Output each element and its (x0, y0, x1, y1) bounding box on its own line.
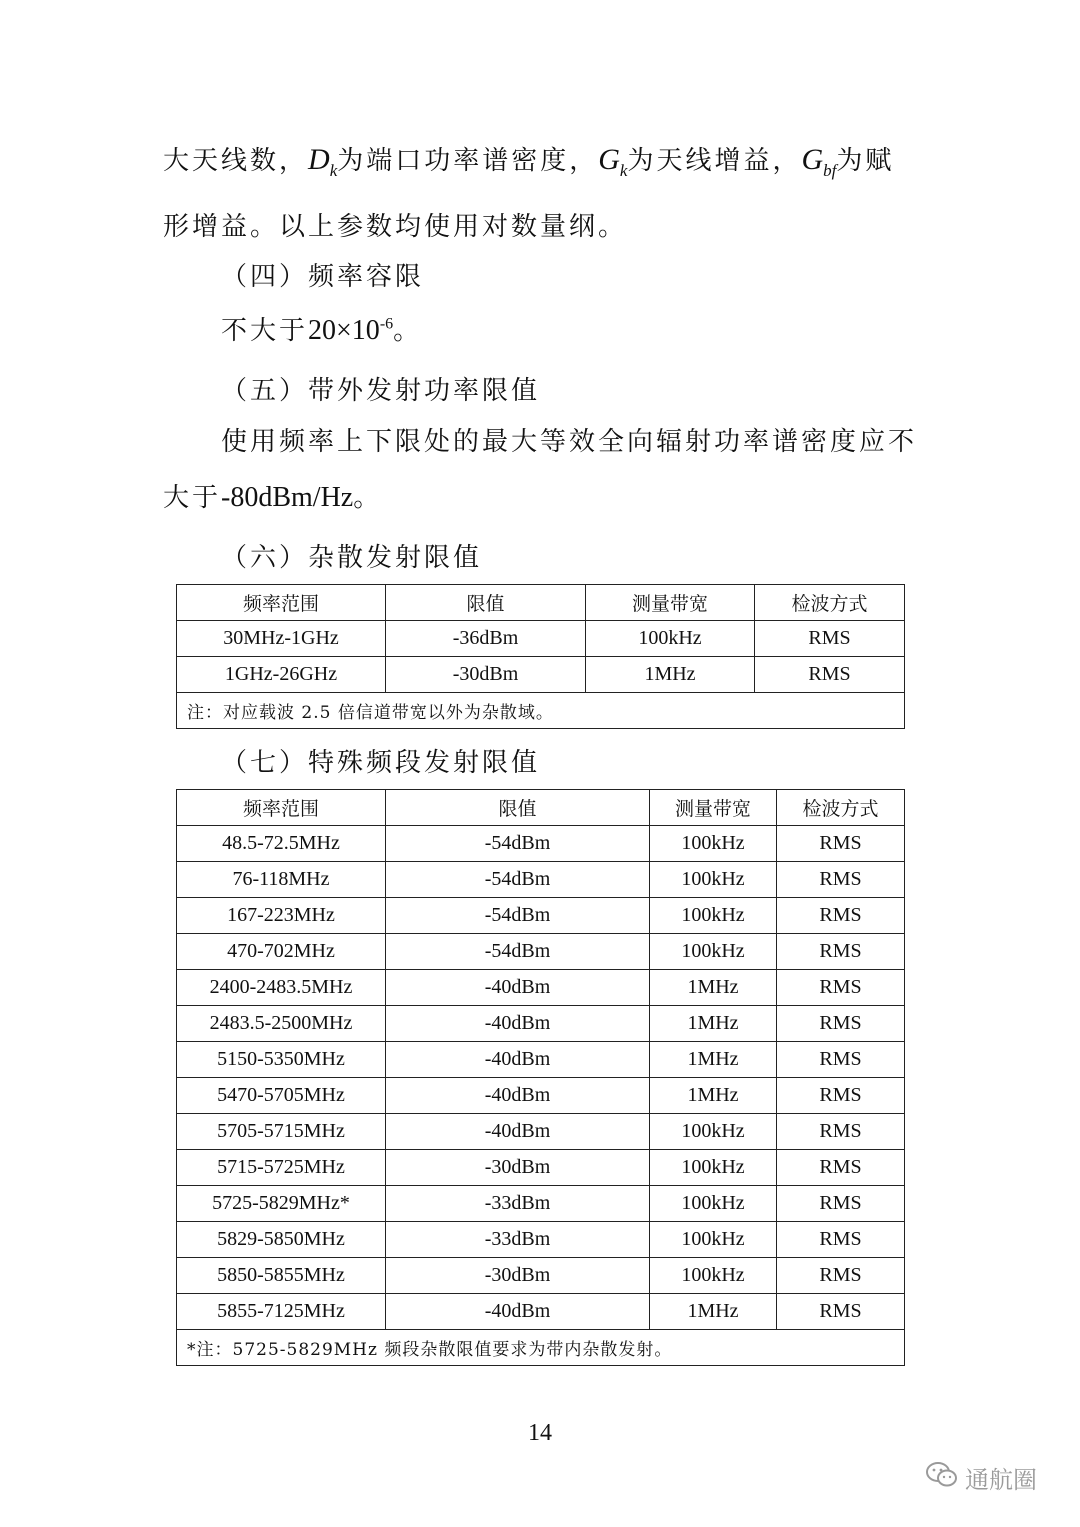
table-cell: RMS (777, 1258, 905, 1294)
wechat-icon (925, 1461, 959, 1495)
frequency-tolerance-value: $20\times 10^{-6}$ (308, 315, 394, 346)
table-cell: -40dBm (386, 1294, 650, 1330)
table-cell: RMS (777, 1078, 905, 1114)
table-cell: -33dBm (386, 1186, 650, 1222)
table-cell: 5829-5850MHz (177, 1222, 386, 1258)
table-cell: -40dBm (386, 1006, 650, 1042)
table-cell: -36dBm (386, 621, 586, 657)
table-cell: 1MHz (650, 1078, 777, 1114)
table-cell: 100kHz (650, 1258, 777, 1294)
table-note: *注：5725-5829MHz 频段杂散限值要求为带内杂散发射。 (177, 1330, 905, 1366)
special-band-table (176, 789, 905, 1366)
section-7-heading: （七）特殊频段发射限值 (221, 748, 541, 778)
table-cell: -30dBm (386, 657, 586, 693)
table-cell: 1MHz (650, 1006, 777, 1042)
table-cell: -30dBm (386, 1258, 650, 1294)
section-6-heading: （六）杂散发射限值 (221, 543, 483, 573)
section-4-heading: （四）频率容限 (221, 262, 425, 292)
table-cell: RMS (777, 1150, 905, 1186)
table-header-row (177, 790, 905, 826)
table-row (177, 862, 905, 898)
table-cell: 5705-5715MHz (177, 1114, 386, 1150)
column-header: 限值 (386, 790, 650, 826)
table-cell: 5470-5705MHz (177, 1078, 386, 1114)
table-cell: RMS (777, 1186, 905, 1222)
table-row (177, 1186, 905, 1222)
table-cell: -33dBm (386, 1222, 650, 1258)
table-cell: RMS (777, 1006, 905, 1042)
symbol-gbf: $G_{bf}$ (801, 143, 837, 180)
table-row (177, 934, 905, 970)
table-row (177, 1078, 905, 1114)
table-cell: RMS (777, 826, 905, 862)
table-note-row (177, 693, 905, 729)
table-cell: RMS (777, 898, 905, 934)
table-cell: -40dBm (386, 970, 650, 1006)
table-cell: -40dBm (386, 1114, 650, 1150)
table-header-row (177, 585, 905, 621)
table-cell: 100kHz (650, 1150, 777, 1186)
table-cell: 1MHz (586, 657, 755, 693)
table-cell: 48.5-72.5MHz (177, 826, 386, 862)
table-row (177, 1114, 905, 1150)
out-of-band-limit-value: -80dBm/Hz (221, 482, 354, 513)
table-cell: RMS (755, 621, 905, 657)
table-row (177, 621, 905, 657)
column-header: 检波方式 (755, 585, 905, 621)
table-row (177, 1258, 905, 1294)
table-cell: RMS (777, 1042, 905, 1078)
intro-text: 大天线数， (163, 146, 309, 176)
table-cell: RMS (777, 862, 905, 898)
table-cell: 100kHz (650, 1186, 777, 1222)
table-cell: RMS (777, 1114, 905, 1150)
table-cell: 2400-2483.5MHz (177, 970, 386, 1006)
section-4-text: 不大于$20\times 10^{-6}$。 (221, 315, 423, 346)
table-cell: 100kHz (650, 1114, 777, 1150)
table-cell: RMS (777, 970, 905, 1006)
table-row (177, 1006, 905, 1042)
table-note-row (177, 1330, 905, 1366)
table-cell: 5715-5725MHz (177, 1150, 386, 1186)
column-header: 频率范围 (177, 585, 386, 621)
table-cell: 1MHz (650, 1042, 777, 1078)
table-row (177, 657, 905, 693)
table-row (177, 1294, 905, 1330)
table-cell: 5725-5829MHz* (177, 1186, 386, 1222)
table-cell: RMS (777, 1294, 905, 1330)
table-cell: 100kHz (586, 621, 755, 657)
table-cell: -40dBm (386, 1042, 650, 1078)
table-cell: 5855-7125MHz (177, 1294, 386, 1330)
watermark-text: 通航圈 (965, 1466, 1037, 1494)
table-row (177, 898, 905, 934)
table-cell: RMS (755, 657, 905, 693)
table-cell: 5150-5350MHz (177, 1042, 386, 1078)
page-number: 14 (528, 1420, 552, 1446)
table-cell: 76-118MHz (177, 862, 386, 898)
table-cell: -30dBm (386, 1150, 650, 1186)
table-cell: 100kHz (650, 1222, 777, 1258)
table-cell: -40dBm (386, 1078, 650, 1114)
column-header: 限值 (386, 585, 586, 621)
table-cell: 1MHz (650, 970, 777, 1006)
symbol-dk: $D_k$ (308, 143, 338, 180)
spurious-emission-table (176, 584, 905, 729)
table-cell: 30MHz-1GHz (177, 621, 386, 657)
table-cell: 167-223MHz (177, 898, 386, 934)
section-5-text: 使用频率上下限处的最大等效全向辐射功率谱密度应不大于-80dBm/Hz。 (163, 427, 918, 513)
table-cell: -54dBm (386, 934, 650, 970)
table-cell: 100kHz (650, 898, 777, 934)
table-row (177, 1042, 905, 1078)
table-row (177, 1222, 905, 1258)
column-header: 测量带宽 (650, 790, 777, 826)
section-5-heading: （五）带外发射功率限值 (221, 376, 541, 406)
table-cell: -54dBm (386, 826, 650, 862)
column-header: 检波方式 (777, 790, 905, 826)
table-row (177, 970, 905, 1006)
symbol-gk: $G_k$ (598, 143, 628, 180)
table-cell: RMS (777, 1222, 905, 1258)
table-cell: RMS (777, 934, 905, 970)
table-cell: 100kHz (650, 826, 777, 862)
table-row (177, 1150, 905, 1186)
table-cell: -54dBm (386, 898, 650, 934)
table-cell: 1GHz-26GHz (177, 657, 386, 693)
table-cell: 2483.5-2500MHz (177, 1006, 386, 1042)
table-cell: 100kHz (650, 862, 777, 898)
table-row (177, 826, 905, 862)
watermark (925, 1460, 1037, 1495)
table-cell: 100kHz (650, 934, 777, 970)
column-header: 测量带宽 (586, 585, 755, 621)
table-note: 注：对应载波 2.5 倍信道带宽以外为杂散域。 (177, 693, 905, 729)
intro-paragraph: 大天线数，$D_k$为端口功率谱密度，$G_k$为天线增益，$G_{bf}$为赋形增益。以上参数均使用对数量纲。 (163, 143, 895, 242)
table-cell: 1MHz (650, 1294, 777, 1330)
column-header: 频率范围 (177, 790, 386, 826)
table-cell: -54dBm (386, 862, 650, 898)
table-cell: 470-702MHz (177, 934, 386, 970)
table-cell: 5850-5855MHz (177, 1258, 386, 1294)
